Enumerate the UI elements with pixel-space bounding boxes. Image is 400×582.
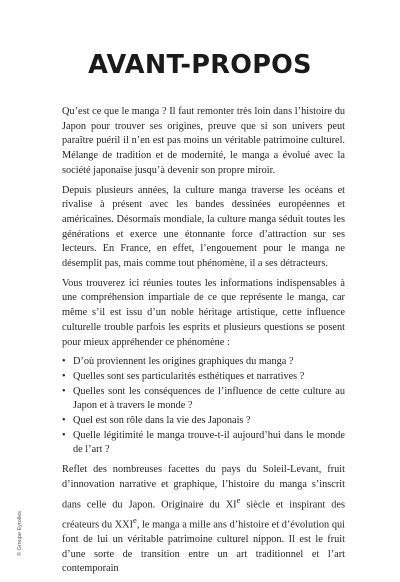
intro-paragraph: Qu’est ce que le manga ? Il faut remonter très loin dans l’histoire du Japon pour trouver ses origines, preuve que si son univers peut paraître puéril il n’en est pas moins un véritable patrimoine culturel. Mélange de tradition et de modernité, le manga a évolué avec la société japonaise jusqu’à devenir son propre miroir. (62, 106, 345, 176)
question-text: Quel est son rôle dans la vie des Japonais ? (73, 415, 251, 427)
page-title: AVANT-PROPOS (88, 50, 312, 80)
list-item (62, 429, 345, 458)
popularity-paragraph: Depuis plusieurs années, la culture manga traverse les océans et rivalise à présent avec les bandes dessinées européennes et américaines. Désormais mondiale, la culture manga séduit toutes les générations et exerce une étonnante force d’attraction sur ses lecteurs. En France, en effet, l’engouement pour le manga ne désemplit pas, mais comme tout phénomène, il a ses détracteurs. (62, 184, 345, 270)
bullet-icon: • (62, 415, 66, 427)
bullet-icon: • (62, 356, 66, 368)
question-text: Quelles sont ses particularités esthétiques et narratives ? (73, 370, 305, 382)
bullet-icon: • (62, 385, 66, 397)
list-item (62, 385, 345, 414)
superscript: e (133, 514, 137, 525)
copyright-notice: © Groupe Eyrolles (17, 510, 23, 556)
bullet-icon: • (62, 370, 66, 382)
questions-intro-paragraph: Vous trouverez ici réunies toutes les informations indispensables à une compréhension impartiale de ce que représente le manga, car même s’il est issu d’un noble héritage artistique, cette influence culturelle trouble parfois les esprits et plusieurs questions se posent pour mieux appréhender ce phénomène : (62, 277, 345, 348)
conclusion-text-part: Reflet des nombreuses facettes du pays du Soleil-Levant, fruit d’innovation narrative et graphique, l’histoire du manga s’inscrit dans celle du Japon. Originaire du XI (62, 464, 345, 510)
question-text: D’où proviennent les origines graphiques du manga ? (73, 356, 294, 368)
question-text: Quelles sont les conséquences de l’influence de cette culture au Japon et à travers le monde ? (73, 385, 345, 412)
conclusion-paragraph (62, 463, 345, 577)
body-text (62, 105, 345, 582)
list-item (62, 370, 345, 385)
question-list (62, 355, 345, 458)
bullet-icon: • (62, 429, 66, 441)
conclusion-text-part: , le manga a mille ans d’histoire et d’évolution qui font de lui un véritable patrimoine culturel nippon. Il est le fruit d’une sorte de transition entre un art traditionnel et l’art contemporain (62, 519, 345, 575)
conclusion-text-part: siècle et inspirant des créateurs du XXI (62, 499, 345, 531)
list-item (62, 355, 345, 370)
superscript: e (236, 494, 241, 505)
list-item (62, 414, 345, 429)
question-text: Quelle légitimité le manga trouve-t-il aujourd’hui dans le monde de l’art ? (73, 429, 345, 456)
